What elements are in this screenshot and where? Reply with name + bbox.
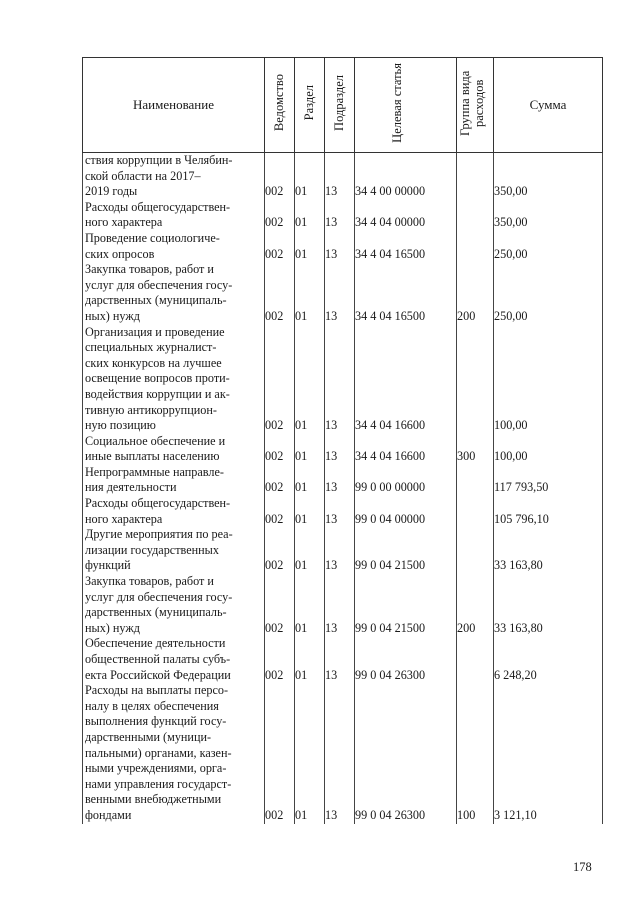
row-podrazdel-cell: 13 bbox=[325, 262, 355, 324]
row-razdel-cell: 01 bbox=[295, 325, 325, 434]
row-gruppa-cell: 300 bbox=[457, 434, 494, 465]
row-vedomstvo-cell: 002 bbox=[265, 434, 295, 465]
row-vedomstvo-cell: 002 bbox=[265, 153, 295, 200]
row-vedomstvo-cell: 002 bbox=[265, 496, 295, 527]
row-celevaya-cell: 99 0 04 26300 bbox=[355, 683, 457, 823]
row-celevaya-cell: 34 4 04 16500 bbox=[355, 231, 457, 262]
row-vedomstvo-cell: 002 bbox=[265, 574, 295, 636]
row-celevaya-cell: 99 0 04 21500 bbox=[355, 527, 457, 574]
row-summa-cell: 3 121,10 bbox=[494, 683, 603, 823]
row-name-cell: Непрограммные направле- ния деятельности bbox=[83, 465, 265, 496]
row-summa-cell: 33 163,80 bbox=[494, 527, 603, 574]
row-razdel-cell: 01 bbox=[295, 200, 325, 231]
row-vedomstvo-cell: 002 bbox=[265, 683, 295, 823]
table-row bbox=[83, 434, 603, 465]
row-summa-cell: 6 248,20 bbox=[494, 636, 603, 683]
row-vedomstvo-cell: 002 bbox=[265, 325, 295, 434]
row-podrazdel-cell: 13 bbox=[325, 325, 355, 434]
row-summa-cell: 33 163,80 bbox=[494, 574, 603, 636]
row-celevaya-cell: 34 4 04 16500 bbox=[355, 262, 457, 324]
row-name-cell: Закупка товаров, работ и услуг для обеспечения госу- дарственных (муниципаль- ных) нужд bbox=[83, 574, 265, 636]
row-name-cell: Расходы на выплаты персо- налу в целях обеспечения выполнения функций госу- дарственными (муници- пальными) органами, казен- ными учреждениями, орга- нами управления государст- венными внебюджетными фондами bbox=[83, 683, 265, 823]
row-gruppa-cell bbox=[457, 200, 494, 231]
row-name-cell: Организация и проведение специальных журналист- ских конкурсов на лучшее освещение вопросов проти- водействия коррупции и ак- тивную антикоррупцион- ную позицию bbox=[83, 325, 265, 434]
header-summa: Сумма bbox=[494, 58, 603, 153]
row-gruppa-cell bbox=[457, 325, 494, 434]
table-row bbox=[83, 636, 603, 683]
table-header bbox=[83, 58, 603, 153]
header-gruppa: Группа вида расходов bbox=[457, 58, 494, 153]
row-celevaya-cell: 99 0 04 26300 bbox=[355, 636, 457, 683]
row-celevaya-cell: 99 0 00 00000 bbox=[355, 465, 457, 496]
row-name-cell: Расходы общегосударствен- ного характера bbox=[83, 200, 265, 231]
row-vedomstvo-cell: 002 bbox=[265, 200, 295, 231]
row-razdel-cell: 01 bbox=[295, 527, 325, 574]
row-podrazdel-cell: 13 bbox=[325, 636, 355, 683]
row-gruppa-cell bbox=[457, 231, 494, 262]
table-row bbox=[83, 527, 603, 574]
table-row bbox=[83, 683, 603, 823]
row-name-cell: Обеспечение деятельности общественной палаты субъ- екта Российской Федерации bbox=[83, 636, 265, 683]
header-celevaya: Целевая статья bbox=[355, 58, 457, 153]
row-summa-cell: 350,00 bbox=[494, 153, 603, 200]
row-celevaya-cell: 34 4 04 16600 bbox=[355, 434, 457, 465]
row-podrazdel-cell: 13 bbox=[325, 434, 355, 465]
row-gruppa-cell bbox=[457, 153, 494, 200]
header-podrazdel: Подраздел bbox=[325, 58, 355, 153]
row-name-cell: Закупка товаров, работ и услуг для обеспечения госу- дарственных (муниципаль- ных) нужд bbox=[83, 262, 265, 324]
row-gruppa-cell bbox=[457, 496, 494, 527]
row-celevaya-cell: 99 0 04 00000 bbox=[355, 496, 457, 527]
row-vedomstvo-cell: 002 bbox=[265, 465, 295, 496]
row-podrazdel-cell: 13 bbox=[325, 683, 355, 823]
row-summa-cell: 250,00 bbox=[494, 262, 603, 324]
row-vedomstvo-cell: 002 bbox=[265, 527, 295, 574]
table-row bbox=[83, 574, 603, 636]
row-name-cell: Социальное обеспечение и иные выплаты населению bbox=[83, 434, 265, 465]
row-celevaya-cell: 34 4 04 00000 bbox=[355, 200, 457, 231]
row-podrazdel-cell: 13 bbox=[325, 527, 355, 574]
row-razdel-cell: 01 bbox=[295, 153, 325, 200]
row-summa-cell: 250,00 bbox=[494, 231, 603, 262]
row-summa-cell: 117 793,50 bbox=[494, 465, 603, 496]
row-podrazdel-cell: 13 bbox=[325, 200, 355, 231]
row-celevaya-cell: 99 0 04 21500 bbox=[355, 574, 457, 636]
row-name-cell: Расходы общегосударствен- ного характера bbox=[83, 496, 265, 527]
row-razdel-cell: 01 bbox=[295, 574, 325, 636]
row-razdel-cell: 01 bbox=[295, 262, 325, 324]
table-row bbox=[83, 153, 603, 200]
table-row bbox=[83, 200, 603, 231]
budget-table bbox=[82, 57, 603, 824]
row-name-cell: ствия коррупции в Челябин- ской области на 2017– 2019 годы bbox=[83, 153, 265, 200]
row-name-cell: Проведение социологиче- ских опросов bbox=[83, 231, 265, 262]
header-razdel: Раздел bbox=[295, 58, 325, 153]
row-podrazdel-cell: 13 bbox=[325, 496, 355, 527]
table-row bbox=[83, 231, 603, 262]
row-gruppa-cell: 200 bbox=[457, 262, 494, 324]
row-razdel-cell: 01 bbox=[295, 636, 325, 683]
row-gruppa-cell bbox=[457, 636, 494, 683]
row-razdel-cell: 01 bbox=[295, 231, 325, 262]
row-gruppa-cell bbox=[457, 527, 494, 574]
row-razdel-cell: 01 bbox=[295, 465, 325, 496]
header-name: Наименование bbox=[83, 58, 265, 153]
row-summa-cell: 100,00 bbox=[494, 325, 603, 434]
row-razdel-cell: 01 bbox=[295, 496, 325, 527]
header-vedomstvo: Ведомство bbox=[265, 58, 295, 153]
row-razdel-cell: 01 bbox=[295, 683, 325, 823]
row-gruppa-cell: 100 bbox=[457, 683, 494, 823]
table-body bbox=[83, 153, 603, 824]
row-celevaya-cell: 34 4 04 16600 bbox=[355, 325, 457, 434]
row-podrazdel-cell: 13 bbox=[325, 465, 355, 496]
row-vedomstvo-cell: 002 bbox=[265, 262, 295, 324]
row-podrazdel-cell: 13 bbox=[325, 574, 355, 636]
row-vedomstvo-cell: 002 bbox=[265, 231, 295, 262]
table-row bbox=[83, 325, 603, 434]
row-summa-cell: 350,00 bbox=[494, 200, 603, 231]
row-summa-cell: 105 796,10 bbox=[494, 496, 603, 527]
row-podrazdel-cell: 13 bbox=[325, 231, 355, 262]
row-vedomstvo-cell: 002 bbox=[265, 636, 295, 683]
row-gruppa-cell: 200 bbox=[457, 574, 494, 636]
table-row bbox=[83, 496, 603, 527]
row-podrazdel-cell: 13 bbox=[325, 153, 355, 200]
row-celevaya-cell: 34 4 00 00000 bbox=[355, 153, 457, 200]
row-name-cell: Другие мероприятия по реа- лизации государственных функций bbox=[83, 527, 265, 574]
table-row bbox=[83, 465, 603, 496]
page-number: 178 bbox=[573, 860, 592, 874]
row-gruppa-cell bbox=[457, 465, 494, 496]
row-summa-cell: 100,00 bbox=[494, 434, 603, 465]
table-row bbox=[83, 262, 603, 324]
row-razdel-cell: 01 bbox=[295, 434, 325, 465]
